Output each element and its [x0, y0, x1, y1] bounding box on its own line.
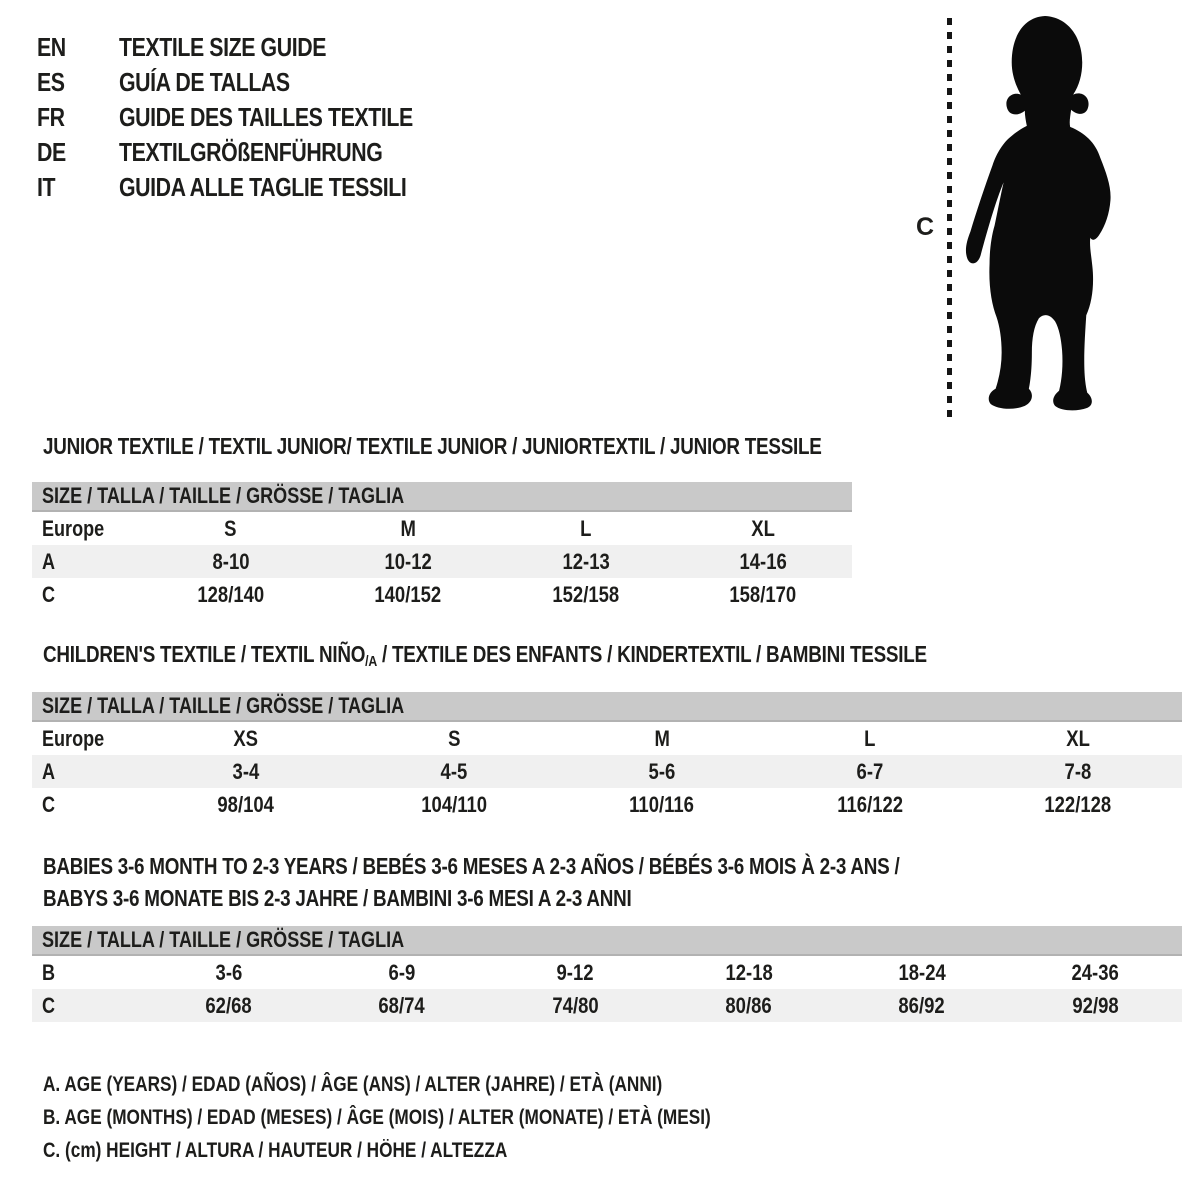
cell: 80/86: [725, 992, 772, 1018]
height-dashed-line: [947, 18, 952, 418]
cell: 62/68: [205, 992, 252, 1018]
babies-size-table: [32, 926, 1182, 1022]
language-code: IT: [37, 172, 56, 202]
cell: M: [654, 725, 670, 751]
cell: 6-9: [388, 959, 416, 985]
cell: 3-6: [215, 959, 243, 985]
cell: XS: [233, 725, 259, 751]
cell: 4-5: [440, 758, 468, 784]
children-size-table: [32, 692, 1182, 821]
language-code: EN: [37, 32, 66, 62]
legend-line-a: A. AGE (YEARS) / EDAD (AÑOS) / ÂGE (ANS) / ALTER (JAHRE) / ETÀ (ANNI): [43, 1072, 663, 1096]
row-label: Europe: [42, 725, 105, 751]
cell: 12-18: [725, 959, 773, 985]
language-row-en: [37, 30, 477, 65]
children-section-title: CHILDREN'S TEXTILE / TEXTIL $NIÑO_{/A}$ / TEXTILE DES ENFANTS / KINDERTEXTIL / BAMBINI TESSILE: [43, 641, 927, 670]
language-title: GUIDE DES TAILLES TEXTILE: [119, 102, 413, 132]
row-label: A: [42, 758, 56, 784]
table-row-age: [32, 755, 1182, 788]
cell: L: [580, 515, 592, 541]
toddler-silhouette-icon: [962, 14, 1138, 422]
row-label: B: [42, 959, 56, 985]
table-row-europe: [32, 512, 852, 545]
cell: XL: [1066, 725, 1090, 751]
language-code: DE: [37, 137, 66, 167]
cell: 98/104: [217, 791, 275, 817]
babies-section-title-line2: BABYS 3-6 MONATE BIS 2-3 JAHRE / BAMBINI 3-6 MESI A 2-3 ANNI: [43, 885, 632, 911]
cell: 5-6: [648, 758, 676, 784]
language-row-fr: [37, 100, 477, 135]
cell: 92/98: [1072, 992, 1119, 1018]
nino-a-subscript: /A: [365, 653, 377, 670]
table-row-europe: [32, 722, 1182, 755]
cell: 104/110: [421, 791, 487, 817]
language-code: ES: [37, 67, 65, 97]
row-label: C: [42, 791, 56, 817]
table-row-height: [32, 788, 1182, 821]
language-title: TEXTILE SIZE GUIDE: [119, 32, 327, 62]
table-row-age: [32, 545, 852, 578]
cell: 3-4: [232, 758, 260, 784]
cell: S: [447, 725, 461, 751]
babies-section-title-line1: BABIES 3-6 MONTH TO 2-3 YEARS / BEBÉS 3-6 MESES A 2-3 AÑOS / BÉBÉS 3-6 MOIS À 2-3 ANS /: [43, 853, 900, 879]
cell: 14-16: [739, 548, 787, 574]
table-row-height: [32, 989, 1182, 1022]
cell: 7-8: [1064, 758, 1092, 784]
cell: 18-24: [898, 959, 946, 985]
size-table-header: SIZE / TALLA / TAILLE / GRÖSSE / TAGLIA: [32, 692, 1182, 722]
language-title: TEXTILGRÖßENFÜHRUNG: [119, 137, 383, 167]
language-title-block: [37, 30, 477, 205]
cell: 6-7: [856, 758, 884, 784]
junior-size-table: [32, 482, 852, 611]
cell: 128/140: [197, 581, 265, 607]
language-title: GUIDA ALLE TAGLIE TESSILI: [119, 172, 407, 202]
legend: [43, 1068, 857, 1167]
cell: M: [400, 515, 416, 541]
cell: L: [864, 725, 876, 751]
size-table-header: SIZE / TALLA / TAILLE / GRÖSSE / TAGLIA: [32, 482, 852, 512]
junior-section-title: JUNIOR TEXTILE / TEXTIL JUNIOR/ TEXTILE JUNIOR / JUNIORTEXTIL / JUNIOR TESSILE: [43, 433, 822, 459]
cell: 12-13: [562, 548, 610, 574]
cell: 24-36: [1071, 959, 1119, 985]
language-row-it: [37, 170, 477, 205]
cell: 10-12: [384, 548, 432, 574]
cell: 68/74: [378, 992, 426, 1018]
legend-line-c: C. (cm) HEIGHT / ALTURA / HAUTEUR / HÖHE / ALTEZZA: [43, 1138, 508, 1162]
language-row-de: [37, 135, 477, 170]
table-row-height: [32, 578, 852, 611]
language-row-es: [37, 65, 477, 100]
row-label: A: [42, 548, 56, 574]
cell: 152/158: [552, 581, 620, 607]
cell: S: [224, 515, 237, 541]
cell: 74/80: [552, 992, 599, 1018]
size-table-header: SIZE / TALLA / TAILLE / GRÖSSE / TAGLIA: [32, 926, 1182, 956]
cell: 110/116: [629, 791, 695, 817]
language-code: FR: [37, 102, 65, 132]
row-label: C: [42, 581, 56, 607]
table-row-age-months: [32, 956, 1182, 989]
cell: 8-10: [212, 548, 250, 574]
cell: XL: [751, 515, 776, 541]
row-label: C: [42, 992, 56, 1018]
cell: 9-12: [556, 959, 594, 985]
row-label: Europe: [42, 515, 105, 541]
language-title: GUÍA DE TALLAS: [119, 67, 290, 97]
legend-line-b: B. AGE (MONTHS) / EDAD (MESES) / ÂGE (MOIS) / ALTER (MONATE) / ETÀ (MESI): [43, 1105, 711, 1129]
cell: 158/170: [729, 581, 797, 607]
cell: 116/122: [837, 791, 903, 817]
cell: 122/128: [1044, 791, 1112, 817]
height-label: C: [916, 213, 935, 241]
cell: 140/152: [374, 581, 442, 607]
cell: 86/92: [898, 992, 946, 1018]
